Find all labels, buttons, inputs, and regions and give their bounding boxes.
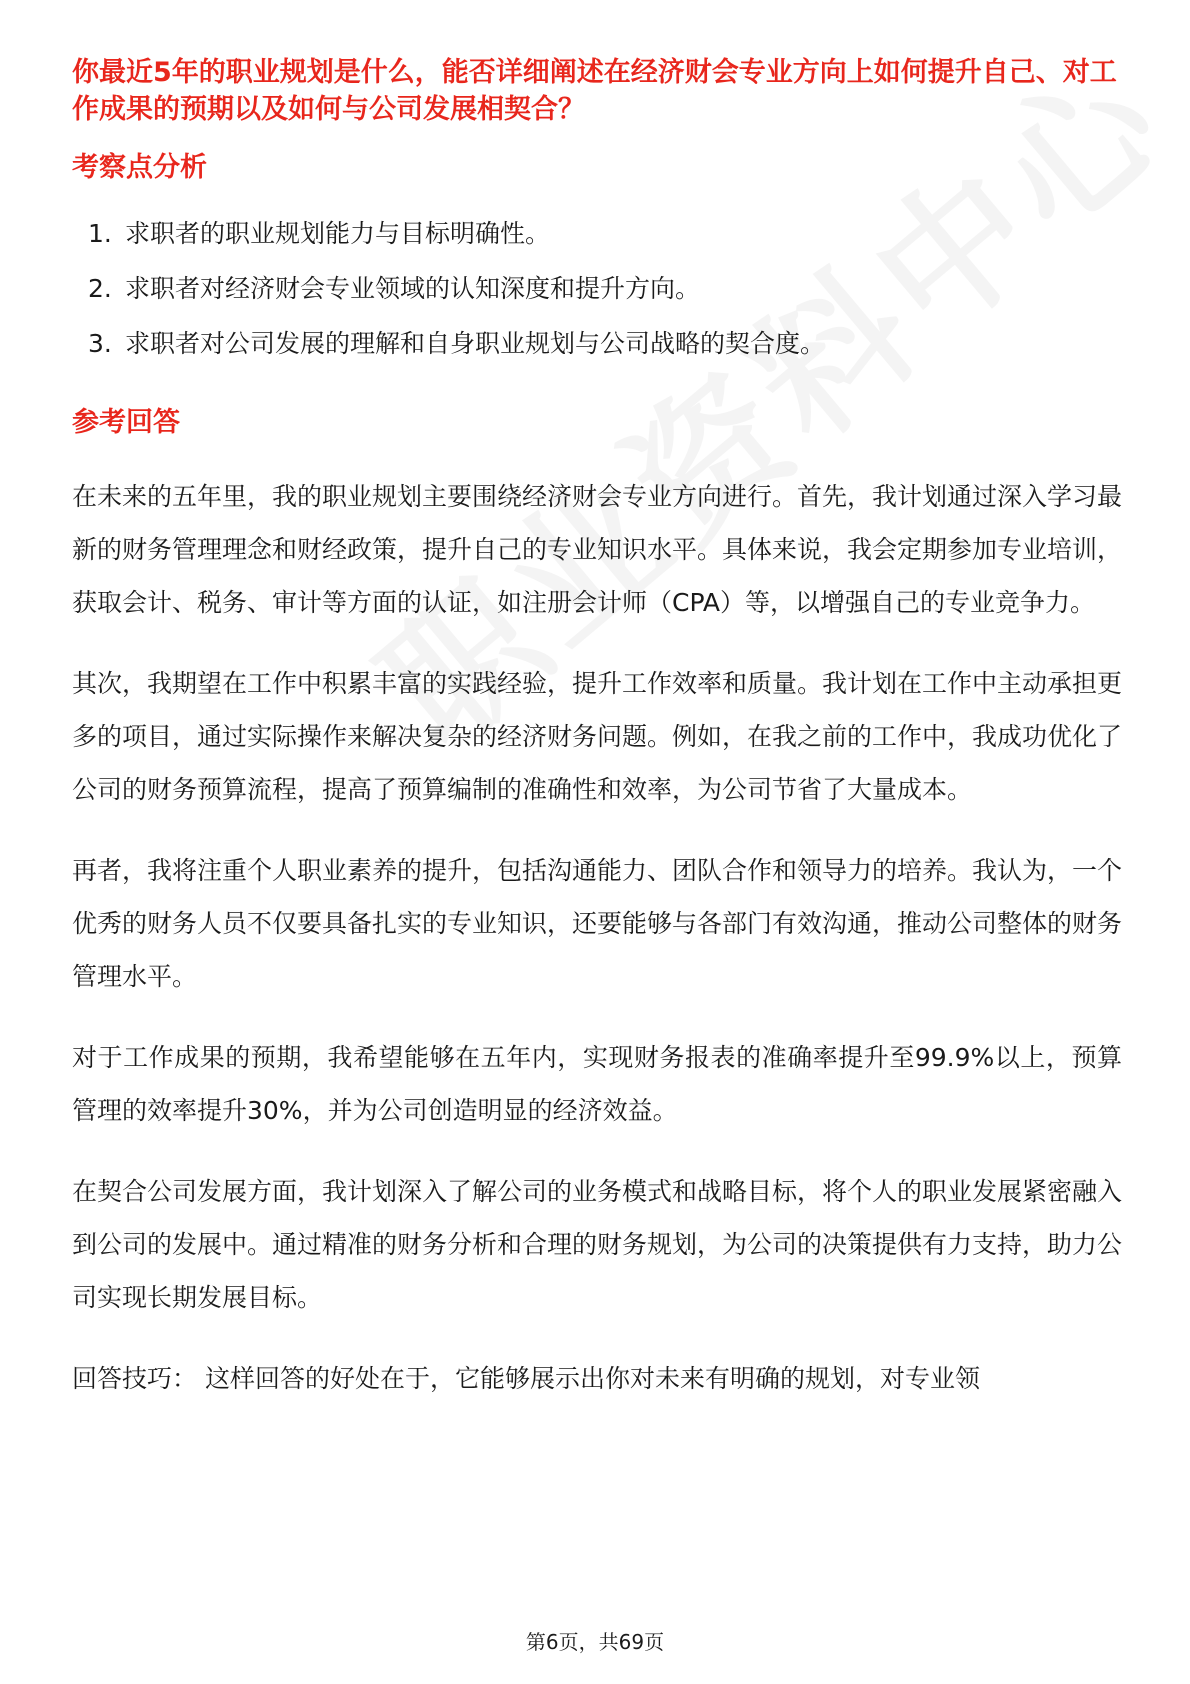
list-text: 求职者的职业规划能力与目标明确性。: [125, 219, 551, 248]
answer-paragraph: 其次，我期望在工作中积累丰富的实践经验，提升工作效率和质量。我计划在工作中主动承担更多的项目，通过实际操作来解决复杂的经济财务问题。例如，在我之前的工作中，我成功优化了公司的财务预算流程，提高了预算编制的准确性和效率，为公司节省了大量成本。: [72, 669, 1123, 804]
question-title: 你最近5年的职业规划是什么，能否详细阐述在经济财会专业方向上如何提升自己、对工作成果的预期以及如何与公司发展相契合？: [72, 57, 1117, 125]
list-item: [88, 216, 1122, 271]
page-number: 第6页，共69页: [525, 1630, 665, 1654]
list-number: 3.: [88, 329, 112, 358]
document-page: [72, 52, 1122, 1405]
answer-paragraph: 在契合公司发展方面，我计划深入了解公司的业务模式和战略目标，将个人的职业发展紧密融入到公司的发展中。通过精准的财务分析和合理的财务规划，为公司的决策提供有力支持，助力公司实现长期发展目标。: [72, 1177, 1123, 1312]
list-text: 求职者对经济财会专业领域的认知深度和提升方向。: [125, 274, 701, 303]
answer-heading: 参考回答: [72, 407, 180, 438]
answer-paragraph: 在未来的五年里，我的职业规划主要围绕经济财会专业方向进行。首先，我计划通过深入学习最新的财务管理理念和财经政策，提升自己的专业知识水平。具体来说，我会定期参加专业培训，获取会计、税务、审计等方面的认证，如注册会计师（CPA）等，以增强自己的专业竞争力。: [72, 482, 1123, 617]
answer-tips: 回答技巧： 这样回答的好处在于，它能够展示出你对未来有明确的规划，对专业领: [72, 1364, 980, 1393]
list-item: [88, 271, 1122, 326]
analysis-list: [72, 216, 1122, 381]
answer-paragraph: 再者，我将注重个人职业素养的提升，包括沟通能力、团队合作和领导力的培养。我认为，一个优秀的财务人员不仅要具备扎实的专业知识，还要能够与各部门有效沟通，推动公司整体的财务管理水平。: [72, 856, 1123, 991]
list-item: [88, 326, 1122, 381]
list-number: 2.: [88, 274, 112, 303]
list-number: 1.: [88, 219, 112, 248]
list-text: 求职者对公司发展的理解和自身职业规划与公司战略的契合度。: [125, 329, 826, 358]
answer-paragraph: 对于工作成果的预期，我希望能够在五年内，实现财务报表的准确率提升至99.9%以上，预算管理的效率提升30%，并为公司创造明显的经济效益。: [72, 1043, 1122, 1125]
analysis-heading: 考察点分析: [72, 152, 207, 183]
